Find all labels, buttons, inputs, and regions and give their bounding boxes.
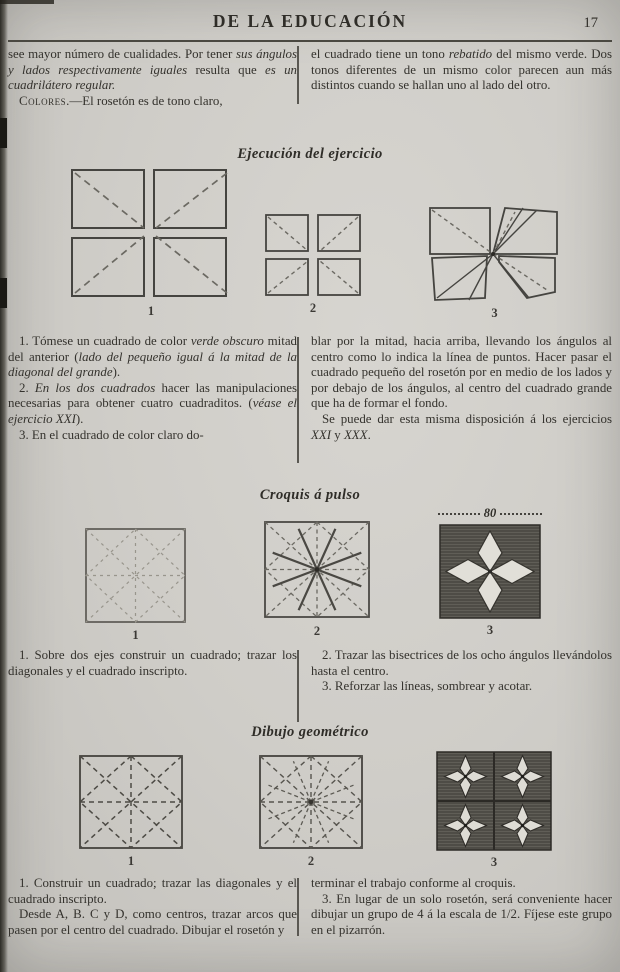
dimension-annotation [438, 506, 542, 521]
paragraph: see mayor número de cualidades. Por tener sus ángulos y lados respectivamente iguales resulta que es un cuadrilátero regular. [8, 47, 297, 93]
figure-dibujo-1 [77, 754, 185, 867]
paragraph: 3. En lugar de un solo rosetón, será conveniente hacer dibujar un grupo de 4 á la escala de 1/2. Fíjese este grupo en el pizarrón. [311, 891, 612, 937]
intro-right-column [311, 47, 612, 94]
scan-edge-artifact [0, 278, 7, 308]
figure-label: 2 [309, 301, 317, 315]
execution-left-column [8, 334, 297, 443]
square-rosette-construction-drawing [257, 754, 365, 850]
figure-execution-2 [264, 213, 362, 314]
figure-label: 3 [491, 306, 498, 320]
paragraph: blar por la mitad, hacia arriba, llevando los ángulos al centro como lo indica la línea de puntos. Hacer pasar el cuadrado pequeño del rosetón por en medio de los lados y por debajo de los ángulos, al centro del cuadrado grande que ha de formar el fondo. [311, 334, 612, 411]
column-divider [297, 46, 299, 104]
paragraph: Colores.—El rosetón es de tono claro, [19, 93, 223, 108]
paragraph: 2. Trazar las bisectrices de los ocho ángulos llevándolos hasta el centro. [311, 648, 612, 678]
figure-label: 2 [307, 854, 315, 868]
paragraph: 2. En los dos cuadrados hacer las manipulaciones necesarias para obtener cuatro cuadraditos. (véase el ejercicio XXI). [8, 380, 297, 426]
section-heading-dibujo: Dibujo geométrico [251, 724, 369, 740]
figure-dibujo-2 [257, 754, 365, 867]
paragraph: Desde A, B. C y D, como centros, trazar arcos que pasen por el centro del cuadrado. Dibujar el rosetón y [8, 907, 297, 937]
four-squares-diagonals-drawing [70, 168, 232, 300]
paragraph: 1. Tómese un cuadrado de color verde obscuro mitad del anterior (lado del pequeño igual á la mitad de la diagonal del grande). [8, 334, 297, 380]
figure-label: 1 [147, 304, 155, 318]
four-rosettes-shaded-drawing [436, 751, 552, 851]
scan-edge-artifact [0, 0, 54, 4]
dimension-label: 80 [483, 506, 497, 520]
figure-execution-1 [70, 168, 232, 317]
figure-label: 1 [127, 854, 135, 868]
figure-label: 1 [132, 628, 139, 642]
figure-croquis-1 [84, 527, 187, 641]
section-heading-croquis: Croquis á pulso [259, 487, 361, 503]
header-rule [8, 40, 612, 42]
execution-right-column [311, 334, 612, 443]
dimension-line [438, 513, 480, 515]
paragraph: 1. Sobre dos ejes construir un cuadrado; trazar los diagonales y el cuadrado inscripto. [8, 648, 297, 678]
figure-label: 2 [313, 624, 321, 638]
figure-croquis-2 [262, 519, 372, 637]
square-construction-light-drawing [84, 527, 187, 624]
dimension-line [500, 513, 542, 515]
dibujo-right-column [311, 876, 612, 938]
square-construction-drawing [77, 754, 185, 850]
folded-squares-drawing [427, 206, 562, 302]
column-divider [297, 337, 299, 463]
scan-edge-artifact [0, 118, 7, 148]
figure-label: 3 [486, 623, 494, 637]
four-small-squares-drawing [264, 213, 362, 297]
figure-croquis-3 [438, 506, 542, 636]
figure-dibujo-3 [436, 751, 552, 868]
section-heading-execution: Ejecución del ejercicio [237, 146, 383, 162]
dibujo-left-column [8, 876, 297, 938]
figure-label: 3 [490, 855, 498, 869]
paragraph: 1. Construir un cuadrado; trazar las diagonales y el cuadrado inscripto. [8, 876, 297, 906]
shaded-rosette-drawing [439, 524, 541, 619]
croquis-left-column [8, 648, 297, 679]
column-divider [297, 878, 299, 936]
croquis-right-column [311, 648, 612, 695]
page-title: DE LA EDUCACIÓN [212, 11, 408, 31]
paragraph: terminar el trabajo conforme al croquis. [311, 876, 516, 890]
paragraph: 3. En el cuadrado de color claro do- [19, 427, 204, 442]
paragraph: 3. Reforzar las líneas, sombrear y acotar. [322, 679, 533, 694]
column-divider [297, 650, 299, 722]
paragraph: Se puede dar esta misma disposición á los ejercicios XXI y XXX. [311, 411, 612, 442]
intro-left-column [8, 47, 297, 109]
page-number: 17 [583, 15, 598, 31]
figure-execution-3 [427, 206, 562, 319]
paragraph: el cuadrado tiene un tono rebatido del mismo verde. Dos tonos diferentes de un mismo color parecen aun más distintos cuando se hallan uno al lado del otro. [311, 47, 612, 93]
square-bisectors-star-drawing [262, 519, 372, 620]
